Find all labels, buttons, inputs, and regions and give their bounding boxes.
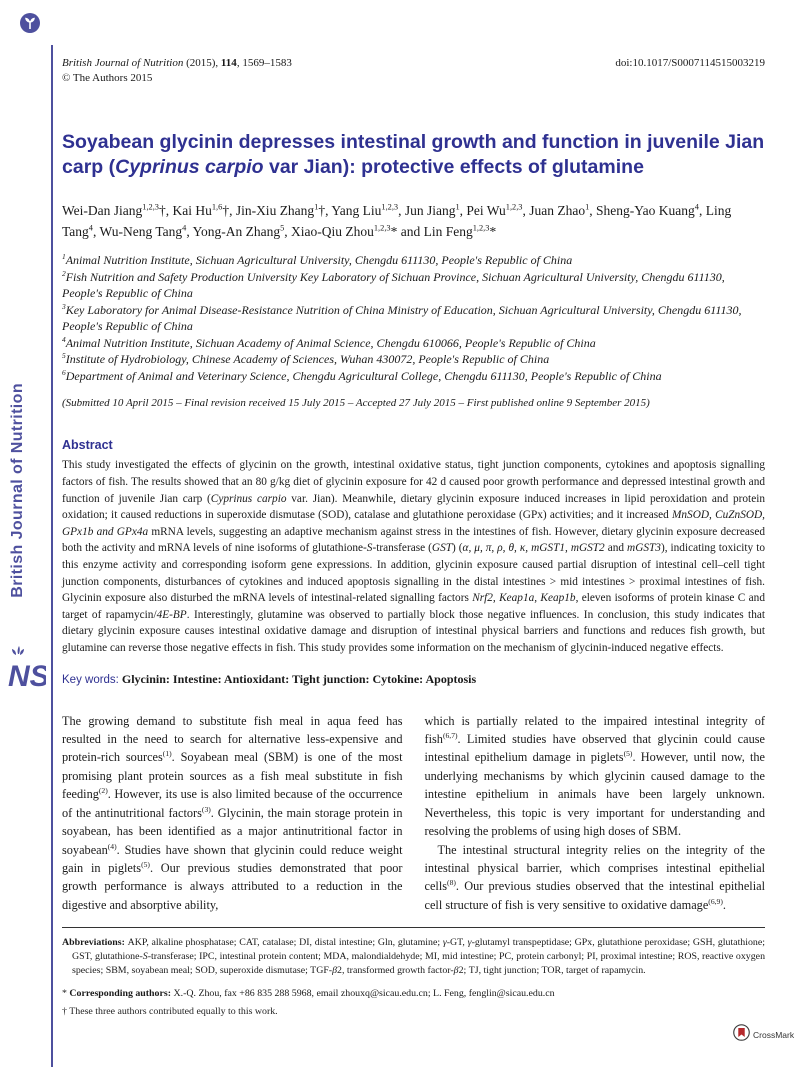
article-title: Soyabean glycinin depresses intestinal growth and function in juvenile Jian carp (Cyprinus carpio var Jian): protective effects of glutamine [62, 130, 765, 179]
abbreviations-note: Abbreviations: AKP, alkaline phosphatase; CAT, catalase; DI, distal intestine; Gln, glutamine; γ-GT, γ-glutamyl transpeptidase; GPx, glutathione peroxidase; GSH, glutathione; GST, glutathione-S-transferase; IPC, intestinal protein content; MDA, malondialdehyde; MI, mid intestine; PC, protein carbonyl; PI, proximal intestine; ROS, reactive oxygen species; SBM, soyabean meal; SOD, superoxide dismutase; TGF-β2, transformed growth factor-β2; TJ, tight junction; TOR, target of rapamycin. [62, 937, 766, 977]
keywords-label: Key words: [62, 673, 119, 686]
abstract-text: This study investigated the effects of glycinin on the growth, intestinal oxidative status, tight junction components, cytokines and apoptosis signalling factors of fish. The results showed that an 80 g/kg diet of glycinin exposure for 42 d caused poor growth performance and depressed intestinal growth and function of juvenile Jian carp (Cyprinus carpio var. Jian). Meanwhile, dietary glycinin exposure induced increases in lipid peroxidation and protein oxidation; it caused reductions in superoxide dismutase (SOD), catalase and glutathione peroxidase (GPx) activities; and it increased MnSOD, CuZnSOD, GPx1b and GPx4a mRNA levels, suggesting an adaptive mechanism against stress in the intestines of fish. However, dietary glycinin exposure decreased both the activity and mRNA levels of nine isoforms of glutathione-S-transferase (GST) (α, μ, π, ρ, θ, κ, mGST1, mGST2 and mGST3), indicating toxicity to this enzyme activity and corresponding isoform gene expressions. In addition, glycinin exposure caused partial disruption of intestinal cell–cell tight junction components, disturbances of cytokines and induced apoptosis signalling in the distal intestines > mid intestines > proximal intestines of fish. Glycinin exposure also disturbed the mRNA levels of intestinal-related signalling factors Nrf2, Keap1a, Keap1b, eleven isoforms of protein kinase C and target of rapamycin/4E-BP. Interestingly, glutamine was observed to partially block those negative influences. In conclusion, this study indicates that dietary glycinin exposure causes intestinal oxidative damage and disruption of intestinal physical barriers and functions and reduces fish growth, but glutamine can reverse those negative effects in fish. This study provides some information on the mechanism of glycinin-induced negative effects. [62, 459, 765, 654]
affiliation-list [62, 252, 765, 384]
journal-vertical-title: British Journal of Nutrition [9, 383, 26, 598]
author-list: Wei-Dan Jiang$^{1,2,3}$†, Kai Hu$^{1,6}$†, Jin-Xiu Zhang$^1$†, Yang Liu$^{1,2,3}$, Jun Jiang$^1$, Pei Wu$^{1,2,3}$, Juan Zhao$^1$, Sheng-Yao Kuang$^4$, Ling Tang$^4$, Wu-Neng Tang$^4$, Yong-An Zhang$^5$, Xiao-Qiu Zhou$^{1,2,3}$* and Lin Feng$^{1,2,3}$* [62, 202, 732, 240]
abstract-heading: Abstract [62, 438, 113, 453]
equal-contribution-note: † These three authors contributed equally to this work. [62, 1005, 278, 1017]
crossmark-badge[interactable] [733, 1024, 794, 1046]
journal-citation: British Journal of Nutrition (2015), 114, 1569–1583 [62, 57, 292, 69]
article-page [62, 0, 765, 1017]
corresponding-authors-note: * Corresponding authors: X.-Q. Zhou, fax +86 835 288 5968, email zhouxq@sicau.edu.cn; L. Feng, fenglin@sicau.edu.cn [62, 987, 555, 999]
body-paragraph-1: The growing demand to substitute fish meal in aqua feed has resulted in the need to search for alternative less-expensive and protein-rich sources$^{(1)}$. Soyabean meal (SBM) is one of the most promising plant protein sources as a fish meal substitute in fish feeding$^{(2)}$. However, its use is also limited because of the occurrence of the antinutritional factors$^{(3)}$. Glycinin, the main storage protein in soyabean, has been identified as a major antinutritional factor in soyabean$^{(4)}$. Studies have shown that glycinin could reduce weight gain in piglets$^{(5)}$. Our previous studies demonstrated that poor growth performance is always attributed to a reduction in the digestive and absorptive ability, [62, 713, 403, 912]
journal-citation-block [62, 56, 292, 86]
svg-text:NS: NS [8, 660, 46, 693]
affiliation-6: $^6$Department of Animal and Veterinary Science, Chengdu Agricultural College, Chengdu 611130, People's Republic of China [62, 367, 662, 383]
body-right-column [425, 712, 766, 915]
affiliation-3: $^3$Key Laboratory for Animal Disease-Resistance Nutrition of China Ministry of Education, Sichuan Agricultural University, Chengdu 611130, People's Republic of China [62, 301, 742, 334]
body-left-column [62, 712, 403, 915]
crossmark-icon [733, 1024, 750, 1046]
affiliation-1: $^1$Animal Nutrition Institute, Sichuan Agricultural University, Chengdu 611130, People's Republic of China [62, 252, 573, 267]
doi-text: doi:10.1017/S0007114515003219 [615, 57, 765, 69]
crossmark-label: CrossMark [753, 1030, 795, 1040]
footnote-divider [62, 927, 765, 928]
keywords-line [62, 672, 765, 687]
body-paragraph-2: The intestinal structural integrity relies on the integrity of the intestinal physical barrier, which comprises intestinal epithelial cells$^{(8)}$. Our previous studies observed that the intestinal epithelial cell structure of fish is very sensitive to oxidative damage$^{(6,9)}$. [424, 842, 765, 912]
keywords-values: Glycinin: Intestine: Antioxidant: Tight junction: Cytokine: Apoptosis [121, 671, 477, 686]
nutrition-society-logo [6, 642, 46, 699]
body-two-columns [62, 712, 765, 915]
affiliation-2: $^2$Fish Nutrition and Safety Production University Key Laboratory of Sichuan Province, Sichuan Agricultural University, Chengdu 611130, People's Republic of China [62, 268, 725, 301]
copyright-line: © The Authors 2015 [62, 71, 153, 84]
body-paragraph-1-continued: which is partially related to the impaired intestinal integrity of fish$^{(6,7)}$. Limited studies have observed that glycinin could cause intestinal epithelium damage in piglets$^{(5)}$. However, until now, the underlying mechanisms by which glycinin caused damage to the intestine epithelium in animals have been largely unknown. Nevertheless, this topic is very important for understanding and resolving the problems of using high doses of SBM. [424, 713, 766, 839]
affiliation-5: $^5$Institute of Hydrobiology, Chinese Academy of Sciences, Wuhan 430072, People's Republic of China [62, 351, 550, 367]
affiliation-4: $^4$Animal Nutrition Institute, Sichuan Academy of Animal Science, Chengdu 610066, People's Republic of China [62, 334, 596, 350]
brand-vertical-rule [51, 45, 53, 1067]
journal-header [62, 56, 765, 86]
publisher-plant-icon [20, 13, 40, 33]
submission-history: (Submitted 10 April 2015 – Final revision received 15 July 2015 – Accepted 27 July 2015 – First published online 9 September 2015) [62, 397, 650, 410]
